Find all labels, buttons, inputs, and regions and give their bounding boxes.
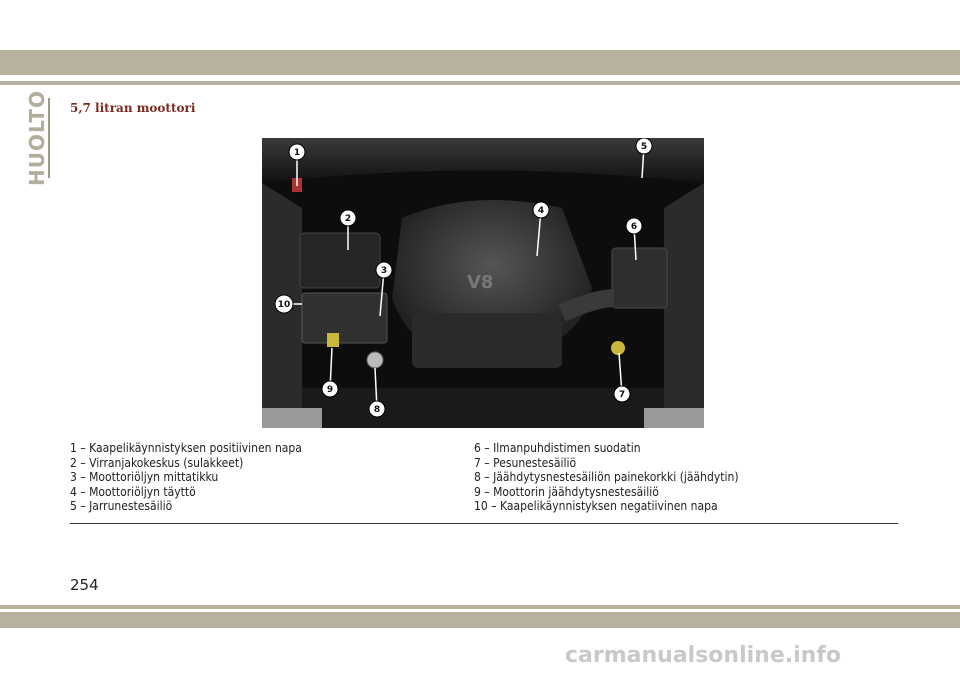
legend-item: 2 – Virranjakokeskus (sulakkeet): [70, 455, 244, 470]
svg-text:6: 6: [630, 222, 638, 232]
coolant-cap: [367, 352, 383, 368]
callout-9: [322, 348, 338, 397]
legend-item: 1 – Kaapelikäynnistyksen positiivinen napa: [70, 441, 302, 455]
svg-text:10: 10: [277, 300, 291, 310]
header-band: [0, 50, 960, 75]
svg-text:3: 3: [380, 266, 388, 276]
intake-manifold: [412, 313, 562, 368]
air-filter-box: [612, 248, 667, 308]
right-headlight: [644, 408, 704, 428]
legend-item: 9 – Moottorin jäähdytysnestesäiliö: [474, 484, 659, 499]
coolant-reservoir-cap: [327, 333, 339, 347]
engine-bay-photo: [262, 138, 704, 428]
legend-item: 8 – Jäähdytysnestesäiliön painekorkki (jäähdytin): [474, 470, 739, 484]
svg-text:5: 5: [640, 142, 648, 152]
svg-text:7: 7: [618, 390, 626, 400]
legend-item: 6 – Ilmanpuhdistimen suodatin: [474, 441, 641, 455]
legend-item: 5 – Jarrunestesäiliö: [70, 499, 173, 513]
svg-text:9: 9: [326, 385, 334, 395]
svg-text:8: 8: [373, 405, 381, 415]
right-fender: [664, 183, 704, 428]
section-side-tab: [25, 89, 50, 187]
svg-text:2: 2: [344, 214, 352, 224]
engine-badge: V8: [467, 272, 494, 293]
page-number: 254: [70, 576, 99, 594]
section-title: 5,7 litran moottori: [70, 101, 196, 115]
legend-column-left: [70, 441, 302, 514]
front-panel: [302, 388, 664, 428]
watermark[interactable]: carmanualsonline.info: [565, 643, 841, 668]
footer-rule: [0, 605, 960, 609]
legend-item: 10 – Kaapelikäynnistyksen negatiivinen napa: [474, 499, 718, 513]
legend-column-right: [474, 441, 739, 514]
fuse-box: [300, 233, 380, 288]
engine-bay-illustration: [262, 138, 704, 428]
svg-text:4: 4: [537, 206, 545, 216]
side-tab-label: HUOLTO: [25, 89, 49, 187]
svg-text:1: 1: [293, 148, 301, 158]
legend-item: 4 – Moottoriöljyn täyttö: [70, 484, 196, 499]
washer-cap: [611, 341, 625, 355]
callout-7: [614, 353, 630, 402]
legend-rule: [70, 523, 898, 524]
intake-tube: [562, 298, 614, 313]
footer-band: [0, 612, 960, 628]
left-headlight: [262, 408, 322, 428]
header-rule: [0, 81, 960, 85]
legend-item: 3 – Moottoriöljyn mittatikku: [70, 470, 219, 484]
battery: [302, 293, 387, 343]
legend-item: 7 – Pesunestesäiliö: [474, 455, 577, 470]
